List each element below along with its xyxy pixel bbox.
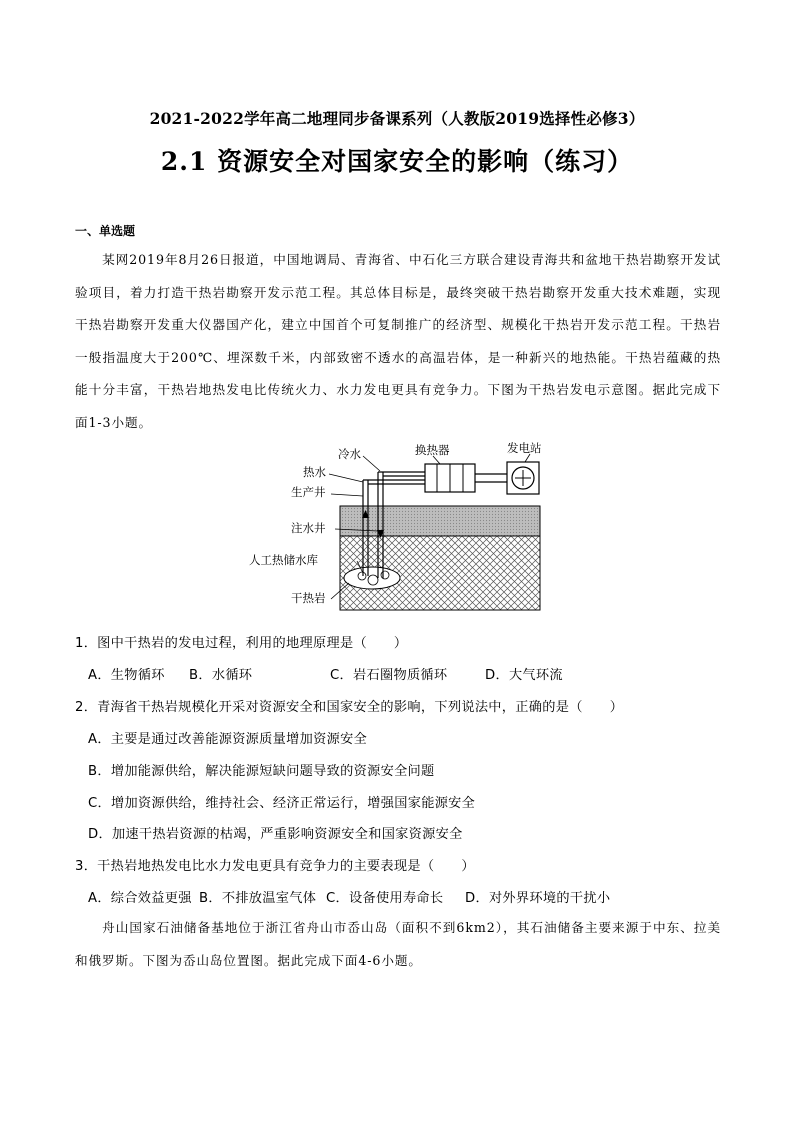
- option-a[interactable]: A．综合效益更强: [88, 891, 192, 906]
- passage-1: [75, 244, 721, 439]
- label-cold-water: 冷水: [338, 447, 361, 461]
- option-c[interactable]: C．设备使用寿命长: [326, 891, 444, 906]
- option-c[interactable]: C．增加资源供给，维持社会、经济正常运行，增强国家能源安全: [88, 796, 476, 811]
- label-reservoir: 人工热储水库: [249, 553, 318, 567]
- passage-2: [75, 912, 721, 977]
- question-3-stem: 3．干热岩地热发电比水力发电更具有竞争力的主要表现是（ ）: [75, 859, 475, 874]
- label-production-well: 生产井: [291, 485, 326, 499]
- ground-surface-layer: [340, 506, 540, 536]
- label-hot-water: 热水: [303, 465, 326, 479]
- passage-2-text: 舟山国家石油储备基地位于浙江省舟山市岙山岛（面积不到6km2），其石油储备主要来源于中东、拉美和俄罗斯。下图为岙山岛位置图。据此完成下面4-6小题。: [75, 920, 721, 968]
- option-b[interactable]: B．水循环: [189, 668, 253, 683]
- label-power-station: 发电站: [507, 441, 542, 455]
- option-a[interactable]: A．主要是通过改善能源资源质量增加资源安全: [88, 732, 368, 747]
- label-injection-well: 注水井: [291, 521, 326, 535]
- question-1-stem: 1．图中干热岩的发电过程，利用的地理原理是（ ）: [75, 636, 408, 651]
- passage-1-text: 某网2019年8月26日报道，中国地调局、青海省、中石化三方联合建设青海共和盆地干热岩勘察开发试验项目，着力打造干热岩勘察开发示范工程。其总体目标是，最终突破干热岩勘察开发重大技术难题，实现干热岩勘察开发重大仪器国产化，建立中国首个可复制推广的经济型、规模化干热岩开发示范工程。干热岩一般指温度大于200℃、埋深数千米，内部致密不透水的高温岩体，是一种新兴的地热能。干热岩蕴藏的热能十分丰富，干热岩地热发电比传统火力、水力发电更具有竞争力。下图为干热岩发电示意图。据此完成下面1-3小题。: [75, 252, 721, 430]
- option-d[interactable]: D．加速干热岩资源的枯竭，严重影响资源安全和国家资源安全: [88, 827, 463, 842]
- option-a[interactable]: A．生物循环: [88, 668, 165, 683]
- option-d[interactable]: D．大气环流: [485, 668, 563, 683]
- series-header: 2021-2022学年高二地理同步备课系列（人教版2019选择性必修3）: [149, 109, 645, 128]
- question-2-stem: 2．青海省干热岩规模化开采对资源安全和国家安全的影响，下列说法中，正确的是（ ）: [75, 700, 624, 715]
- section-title: 一、单选题: [75, 224, 136, 238]
- label-heat-exchanger: 换热器: [415, 443, 450, 457]
- hot-dry-rock-diagram: [245, 438, 555, 616]
- question-1-options: [88, 664, 563, 683]
- option-c[interactable]: C．岩石圈物质循环: [330, 668, 448, 683]
- question-3-options: [88, 887, 610, 906]
- label-hot-dry-rock: 干热岩: [291, 591, 326, 605]
- option-d[interactable]: D．对外界环境的干扰小: [465, 891, 611, 906]
- option-b[interactable]: B．不排放温室气体: [199, 891, 317, 906]
- page-title: 2.1 资源安全对国家安全的影响（练习）: [160, 147, 634, 176]
- option-b[interactable]: B．增加能源供给，解决能源短缺问题导致的资源安全问题: [88, 764, 435, 779]
